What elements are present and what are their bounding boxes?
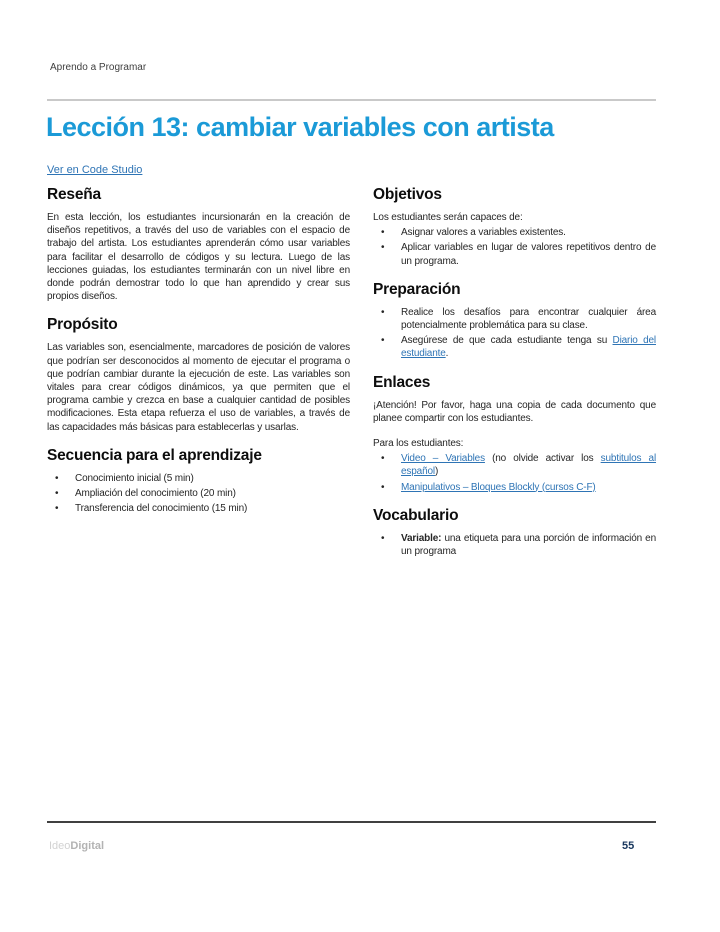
left-column bbox=[47, 186, 350, 571]
bullet-icon: • bbox=[381, 227, 385, 239]
secuencia-item-2: Ampliación del conocimiento (20 min) bbox=[75, 488, 236, 500]
footer-brand bbox=[49, 840, 104, 852]
secuencia-item-1: Conocimiento inicial (5 min) bbox=[75, 472, 194, 484]
resena-body: En esta lección, los estudiantes incursionarán en la creación de diseños repetitivos, a través del uso de variables con el espacio de trabajo del artista. Los estudiantes aprenderán cómo usar variables para facilitar el desarrollo de códigos y su lectura. Luego de las lecciones guiadas, los estudiantes terminarán con un nivel libre en donde podrán demostrar todo lo que han aprendido y crear sus propios diseños. bbox=[47, 212, 350, 303]
list-item bbox=[47, 487, 350, 500]
proposito-heading: Propósito bbox=[47, 316, 118, 334]
bullet-icon: • bbox=[381, 335, 385, 347]
section-proposito bbox=[47, 316, 350, 433]
enlaces-for-students: Para los estudiantes: bbox=[373, 438, 464, 450]
section-preparacion bbox=[373, 281, 656, 361]
preparacion-item-1: Realice los desafíos para encontrar cualquier área potencialmente problemática para su clase. bbox=[401, 306, 656, 332]
header-divider bbox=[47, 99, 656, 101]
page-number: 55 bbox=[622, 840, 635, 852]
enlaces-item-2 bbox=[401, 481, 656, 494]
secuencia-item-3: Transferencia del conocimiento (15 min) bbox=[75, 503, 248, 515]
list-item bbox=[373, 452, 656, 478]
enlaces-item-1-mid: (no olvide activar los bbox=[484, 453, 601, 465]
section-vocabulario bbox=[373, 507, 656, 558]
preparacion-heading: Preparación bbox=[373, 280, 461, 298]
bullet-icon: • bbox=[381, 242, 385, 254]
section-objetivos bbox=[373, 186, 656, 268]
list-item bbox=[373, 226, 656, 239]
list-item bbox=[373, 241, 656, 267]
preparacion-item-2-text: Asegúrese de que cada estudiante tenga su bbox=[401, 335, 613, 347]
list-item bbox=[47, 502, 350, 515]
preparacion-item-2-end: . bbox=[445, 348, 449, 360]
content-columns bbox=[47, 186, 656, 571]
enlaces-item-1 bbox=[401, 452, 656, 478]
enlaces-item-1-end: ) bbox=[434, 466, 439, 478]
vocabulario-item-1 bbox=[401, 532, 656, 558]
objetivos-item-2: Aplicar variables en lugar de valores repetitivos dentro de un programa. bbox=[401, 242, 656, 267]
right-column bbox=[373, 186, 656, 571]
bullet-icon: • bbox=[55, 503, 59, 515]
enlaces-attention: ¡Atención! Por favor, haga una copia de cada documento que planee compartir con los estudiantes. bbox=[373, 399, 656, 424]
objetivos-heading: Objetivos bbox=[373, 186, 442, 203]
page-title: Lección 13: cambiar variables con artista bbox=[46, 112, 554, 142]
enlaces-heading: Enlaces bbox=[373, 373, 431, 391]
code-studio-link[interactable]: Ver en Code Studio bbox=[47, 164, 143, 176]
list-item bbox=[373, 306, 656, 332]
section-resena bbox=[47, 186, 350, 303]
section-secuencia bbox=[47, 447, 350, 516]
bullet-icon: • bbox=[381, 453, 385, 465]
vocabulario-term: Variable: bbox=[401, 532, 442, 544]
list-item bbox=[47, 472, 350, 485]
secuencia-heading: Secuencia para el aprendizaje bbox=[47, 446, 262, 464]
bullet-icon: • bbox=[381, 481, 385, 493]
bullet-icon: • bbox=[55, 472, 59, 484]
list-item bbox=[373, 532, 656, 558]
proposito-body: Las variables son, esencialmente, marcadores de posición de valores que podrían ser desconocidos al momento de ejecutar el programa o que podrían cambiar durante la ejecución de este. Las variables son vitales para crear códigos dinámicos, ya que permiten que el programa cambie y crezca en base a cualquier cantidad de posibles modificaciones. Esta etapa refuerza el uso de variables, a través de las capacidades más básicas para establecerlas y usarlas. bbox=[47, 342, 350, 433]
bullet-icon: • bbox=[381, 532, 385, 544]
vocabulario-heading: Vocabulario bbox=[373, 506, 459, 524]
vocabulario-definition: una etiqueta para una porción de información en un programa bbox=[401, 532, 656, 558]
section-enlaces bbox=[373, 374, 656, 494]
manipulativos-link[interactable]: Manipulativos – Bloques Blockly (cursos C-F) bbox=[401, 481, 596, 493]
header-brand: Aprendo a Programar bbox=[50, 62, 147, 73]
footer-brand-light: Ideo bbox=[49, 840, 71, 852]
preparacion-item-2 bbox=[401, 334, 656, 360]
footer-divider bbox=[47, 821, 656, 823]
subtitulos-link[interactable]: subtitulos al español bbox=[401, 453, 657, 478]
list-item bbox=[373, 481, 656, 494]
resena-heading: Reseña bbox=[47, 186, 101, 203]
bullet-icon: • bbox=[55, 488, 59, 500]
list-item bbox=[373, 334, 656, 360]
bullet-icon: • bbox=[381, 306, 385, 318]
diario-estudiante-link[interactable]: Diario del estudiante bbox=[401, 335, 656, 360]
video-variables-link[interactable]: Video – Variables bbox=[401, 453, 485, 465]
objetivos-intro: Los estudiantes serán capaces de: bbox=[373, 212, 523, 223]
objetivos-item-1: Asignar valores a variables existentes. bbox=[401, 227, 566, 239]
footer-brand-bold: Digital bbox=[70, 840, 105, 852]
